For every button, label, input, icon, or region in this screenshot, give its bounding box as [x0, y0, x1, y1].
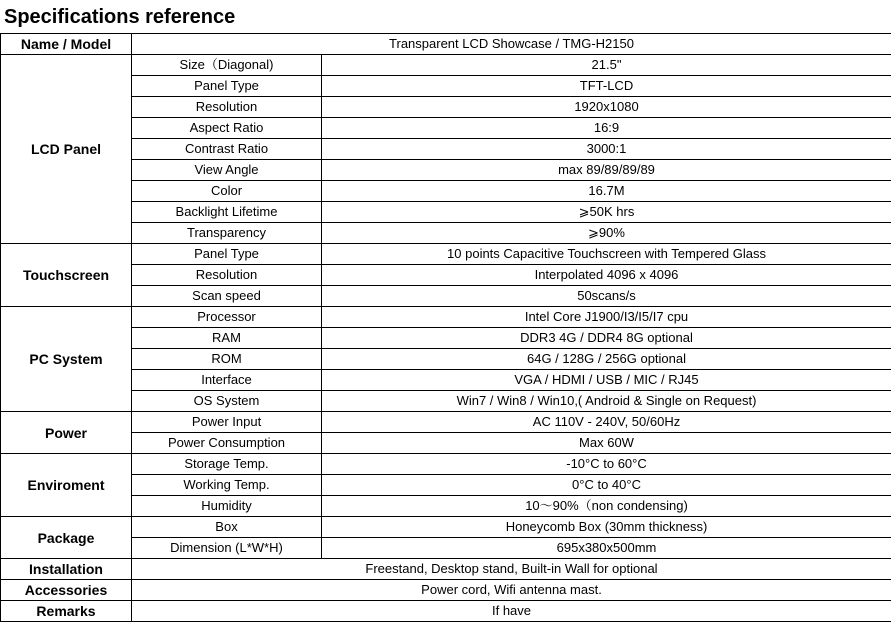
spec-label: Color — [132, 181, 322, 202]
spec-row — [1, 223, 891, 244]
spec-value: TFT-LCD — [322, 76, 891, 97]
spec-value: Interpolated 4096 x 4096 — [322, 265, 891, 286]
spec-value: -10°C to 60°C — [322, 454, 891, 475]
spec-label: Size（Diagonal) — [132, 55, 322, 76]
spec-label: Scan speed — [132, 286, 322, 307]
spec-label: Processor — [132, 307, 322, 328]
spec-row — [1, 55, 891, 76]
spec-value: 0°C to 40°C — [322, 475, 891, 496]
model-value: Transparent LCD Showcase / TMG-H2150 — [132, 34, 891, 55]
spec-value: 10 points Capacitive Touchscreen with Tempered Glass — [322, 244, 891, 265]
spec-value: Freestand, Desktop stand, Built-in Wall for optional — [132, 559, 891, 580]
spec-row — [1, 391, 891, 412]
spec-row — [1, 202, 891, 223]
spec-value: 64G / 128G / 256G optional — [322, 349, 891, 370]
spec-label: Panel Type — [132, 76, 322, 97]
spec-row — [1, 475, 891, 496]
category-label: Package — [1, 517, 132, 559]
category-label: Remarks — [1, 601, 132, 622]
spec-label: Dimension (L*W*H) — [132, 538, 322, 559]
spec-row — [1, 454, 891, 475]
spec-value: 16.7M — [322, 181, 891, 202]
spec-label: View Angle — [132, 160, 322, 181]
spec-row — [1, 118, 891, 139]
spec-label: Panel Type — [132, 244, 322, 265]
spec-value: 1920x1080 — [322, 97, 891, 118]
spec-value: Honeycomb Box (30mm thickness) — [322, 517, 891, 538]
spec-row — [1, 139, 891, 160]
spec-row — [1, 181, 891, 202]
spec-value: DDR3 4G / DDR4 8G optional — [322, 328, 891, 349]
spec-row — [1, 433, 891, 454]
spec-value: 695x380x500mm — [322, 538, 891, 559]
spec-label: Power Consumption — [132, 433, 322, 454]
spec-value: max 89/89/89/89 — [322, 160, 891, 181]
spec-label: Working Temp. — [132, 475, 322, 496]
spec-label: Storage Temp. — [132, 454, 322, 475]
spec-table-body — [1, 34, 891, 622]
category-label: Enviroment — [1, 454, 132, 517]
spec-label: Interface — [132, 370, 322, 391]
spec-value: 16:9 — [322, 118, 891, 139]
spec-label: Humidity — [132, 496, 322, 517]
spec-row — [1, 328, 891, 349]
category-label: Touchscreen — [1, 244, 132, 307]
single-row — [1, 580, 891, 601]
category-label: LCD Panel — [1, 55, 132, 244]
spec-row — [1, 307, 891, 328]
spec-label: Box — [132, 517, 322, 538]
spec-value: VGA / HDMI / USB / MIC / RJ45 — [322, 370, 891, 391]
category-label: Accessories — [1, 580, 132, 601]
spec-label: Resolution — [132, 97, 322, 118]
spec-row — [1, 265, 891, 286]
model-label: Name / Model — [1, 34, 132, 55]
single-row — [1, 559, 891, 580]
spec-value: ⩾90% — [322, 223, 891, 244]
spec-value: Max 60W — [322, 433, 891, 454]
spec-value: Win7 / Win8 / Win10,( Android & Single on Request) — [322, 391, 891, 412]
spec-label: Transparency — [132, 223, 322, 244]
spec-label: Backlight Lifetime — [132, 202, 322, 223]
spec-label: Resolution — [132, 265, 322, 286]
spec-value: Power cord, Wifi antenna mast. — [132, 580, 891, 601]
spec-row — [1, 538, 891, 559]
spec-row — [1, 349, 891, 370]
spec-value: 10～90%（non condensing) — [322, 496, 891, 517]
spec-row — [1, 517, 891, 538]
spec-row — [1, 412, 891, 433]
spec-value: 3000:1 — [322, 139, 891, 160]
spec-label: Aspect Ratio — [132, 118, 322, 139]
spec-row — [1, 76, 891, 97]
spec-label: Contrast Ratio — [132, 139, 322, 160]
spec-value: If have — [132, 601, 891, 622]
category-label: Installation — [1, 559, 132, 580]
spec-value: ⩾50K hrs — [322, 202, 891, 223]
category-label: PC System — [1, 307, 132, 412]
spec-value: 21.5" — [322, 55, 891, 76]
spec-label: ROM — [132, 349, 322, 370]
spec-value: 50scans/s — [322, 286, 891, 307]
spec-row — [1, 286, 891, 307]
spec-row — [1, 244, 891, 265]
spec-value: Intel Core J1900/I3/I5/I7 cpu — [322, 307, 891, 328]
spec-row — [1, 97, 891, 118]
page-title: Specifications reference — [4, 6, 236, 28]
spec-value: AC 110V - 240V, 50/60Hz — [322, 412, 891, 433]
spec-label: RAM — [132, 328, 322, 349]
spec-label: Power Input — [132, 412, 322, 433]
spec-row — [1, 496, 891, 517]
single-row — [1, 601, 891, 622]
spec-row — [1, 160, 891, 181]
model-row — [1, 34, 891, 55]
spec-label: OS System — [132, 391, 322, 412]
spec-row — [1, 370, 891, 391]
spec-table — [0, 33, 891, 622]
category-label: Power — [1, 412, 132, 454]
